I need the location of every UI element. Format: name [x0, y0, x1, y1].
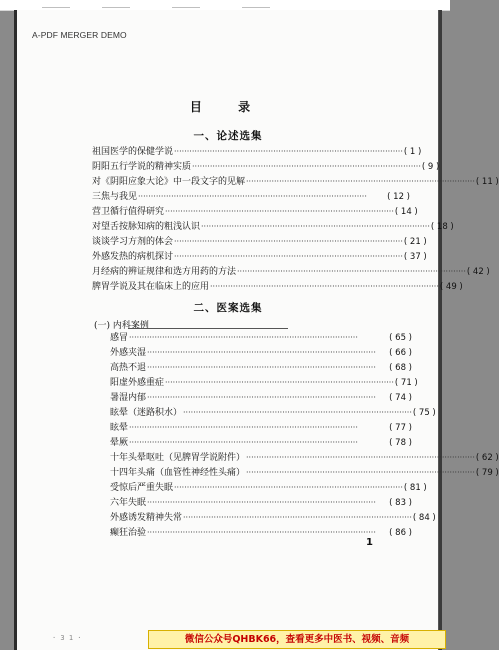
toc-entry-page: ( 18 ) [430, 222, 454, 232]
toc-entry[interactable] [92, 266, 490, 278]
toc-entry[interactable] [110, 437, 412, 449]
toc-entry-page: ( 1 ) [403, 147, 422, 157]
toc-entry-page: ( 49 ) [439, 282, 463, 292]
toc-entry-title: 阴阳五行学说的精神实质 [92, 162, 192, 172]
toolbar-divider [42, 2, 70, 8]
toc-entry-title: 月经病的辨证规律和选方用药的方法 [92, 267, 237, 277]
dot-leader: ·························································································· [183, 513, 412, 522]
toc-entry-title: 高热不退 [110, 363, 147, 373]
toc-entry-title: 外感诱发精神失常 [110, 513, 183, 523]
toc-entry-title: 外感夹湿 [110, 348, 147, 358]
toc-entry-page: ( 78 ) [389, 438, 412, 448]
toc-entry-page: ( 12 ) [387, 192, 410, 202]
toolbar-divider [172, 2, 200, 8]
toc-entry[interactable] [92, 251, 427, 263]
section-heading-cases: 二、医案选集 [193, 302, 263, 314]
section-heading-essays: 一、论述选集 [193, 130, 263, 142]
dot-leader: ·························································································· [147, 528, 376, 537]
dot-leader: ·························································································· [165, 207, 394, 216]
toc-entry-page: ( 86 ) [389, 528, 412, 538]
toc-entry-title: 暑湿内郁 [110, 393, 147, 403]
dot-leader: ·························································································· [147, 498, 376, 507]
dot-leader: ·························································································· [174, 483, 403, 492]
dot-leader: ·························································································· [201, 222, 430, 231]
toc-entry[interactable] [110, 407, 436, 419]
toc-entry-title: 癫狂治验 [110, 528, 147, 538]
toc-entry-title: 脾胃学说及其在临床上的应用 [92, 282, 210, 292]
toc-entry-page: ( 79 ) [475, 468, 499, 478]
toc-entry-page: ( 21 ) [403, 237, 427, 247]
toc-entry[interactable] [92, 146, 422, 158]
toc-entry[interactable] [110, 362, 412, 374]
toc-entry[interactable] [92, 221, 454, 233]
dot-leader: ·························································································· [210, 282, 439, 291]
subsection-title: (一) 内科案例 [94, 321, 149, 331]
dot-leader: ·························································································· [183, 408, 412, 417]
toolbar-divider [242, 2, 270, 8]
toolbar-divider [102, 2, 130, 8]
dot-leader: ·························································································· [174, 252, 403, 261]
toc-entry-title: 眩晕 [110, 423, 129, 433]
dot-leader: ·························································································· [147, 348, 376, 357]
footer-mark: · 3 1 · [52, 634, 82, 642]
toc-entry-page: ( 9 ) [421, 162, 440, 172]
document-page [14, 10, 499, 650]
dot-leader: ·························································································· [246, 177, 475, 186]
dot-leader: ·························································································· [246, 468, 475, 477]
dot-leader: ·························································································· [237, 267, 466, 276]
dot-leader: ·························································································· [129, 438, 358, 447]
toc-title: 目 录 [189, 100, 267, 114]
toc-entry-title: 对《阴阳应象大论》中一段文字的见解 [92, 177, 246, 187]
toc-entry-page: ( 37 ) [403, 252, 427, 262]
toc-entry[interactable] [92, 281, 463, 293]
toc-entry[interactable] [110, 377, 418, 389]
toc-entry[interactable] [110, 422, 412, 434]
promo-banner[interactable]: 微信公众号QHBK66，查看更多中医书、视频、音频 [148, 630, 446, 649]
toc-entry-page: ( 62 ) [475, 453, 499, 463]
toc-entry[interactable] [110, 452, 499, 464]
toc-entry-title: 眩晕（迷路积水） [110, 408, 183, 418]
toc-entry-title: 营卫循行值得研究 [92, 207, 165, 217]
dot-leader: ·························································································· [174, 237, 403, 246]
toc-entry-title: 三焦与我见 [92, 192, 138, 202]
toc-entry[interactable] [92, 206, 418, 218]
toc-entry[interactable] [110, 392, 412, 404]
page-number: 1 [366, 537, 373, 548]
toc-entry-page: ( 83 ) [389, 498, 412, 508]
toc-entry[interactable] [110, 332, 412, 344]
dot-leader: ·························································································· [129, 423, 358, 432]
dot-leader: ·························································································· [192, 162, 421, 171]
toc-entry-page: ( 77 ) [389, 423, 412, 433]
toc-entry[interactable] [110, 482, 427, 494]
toc-entry-title: 谈谈学习方剂的体会 [92, 237, 174, 247]
watermark-text: A-PDF MERGER DEMO [32, 30, 127, 40]
toc-entry-page: ( 71 ) [394, 378, 418, 388]
toc-entry-page: ( 74 ) [389, 393, 412, 403]
toc-entry[interactable] [92, 161, 440, 173]
toc-entry[interactable] [110, 467, 499, 479]
toc-entry-page: ( 65 ) [389, 333, 412, 343]
toc-entry-title: 阳虚外感重症 [110, 378, 165, 388]
subsection-underline [128, 328, 288, 329]
toc-entry-title: 外感发热的病机探讨 [92, 252, 174, 262]
dot-leader: ·························································································· [174, 147, 403, 156]
toc-entry[interactable] [92, 236, 427, 248]
toc-entry-title: 祖国医学的保健学说 [92, 147, 174, 157]
dot-leader: ·························································································· [129, 333, 358, 342]
toc-entry[interactable] [110, 347, 412, 359]
dot-leader: ·························································································· [165, 378, 394, 387]
toc-entry-page: ( 11 ) [475, 177, 499, 187]
toc-entry-title: 晕厥 [110, 438, 129, 448]
dot-leader: ·························································································· [138, 192, 367, 201]
toc-entry-page: ( 14 ) [394, 207, 418, 217]
toc-entry-title: 感冒 [110, 333, 129, 343]
dot-leader: ·························································································· [246, 453, 475, 462]
toc-entry-page: ( 81 ) [403, 483, 427, 493]
toc-entry-page: ( 84 ) [412, 513, 436, 523]
toc-entry-page: ( 42 ) [466, 267, 490, 277]
toc-entry-title: 十年头晕呕吐（见脾胃学说附件） [110, 453, 246, 463]
toc-entry-title: 对望舌按脉知病的粗浅认识 [92, 222, 201, 232]
toc-entry[interactable] [110, 512, 436, 524]
toc-entry-page: ( 66 ) [389, 348, 412, 358]
dot-leader: ·························································································· [147, 363, 376, 372]
toc-entry-title: 受惊后严重失眠 [110, 483, 174, 493]
toc-entry[interactable] [110, 497, 412, 509]
toc-entry-page: ( 68 ) [389, 363, 412, 373]
dot-leader: ·························································································· [147, 393, 376, 402]
toc-entry-page: ( 75 ) [412, 408, 436, 418]
toc-entry-title: 六年失眠 [110, 498, 147, 508]
toc-entry[interactable] [92, 191, 410, 203]
toc-entry[interactable] [92, 176, 499, 188]
toc-entry-title: 十四年头痛（血管性神经性头痛） [110, 468, 246, 478]
